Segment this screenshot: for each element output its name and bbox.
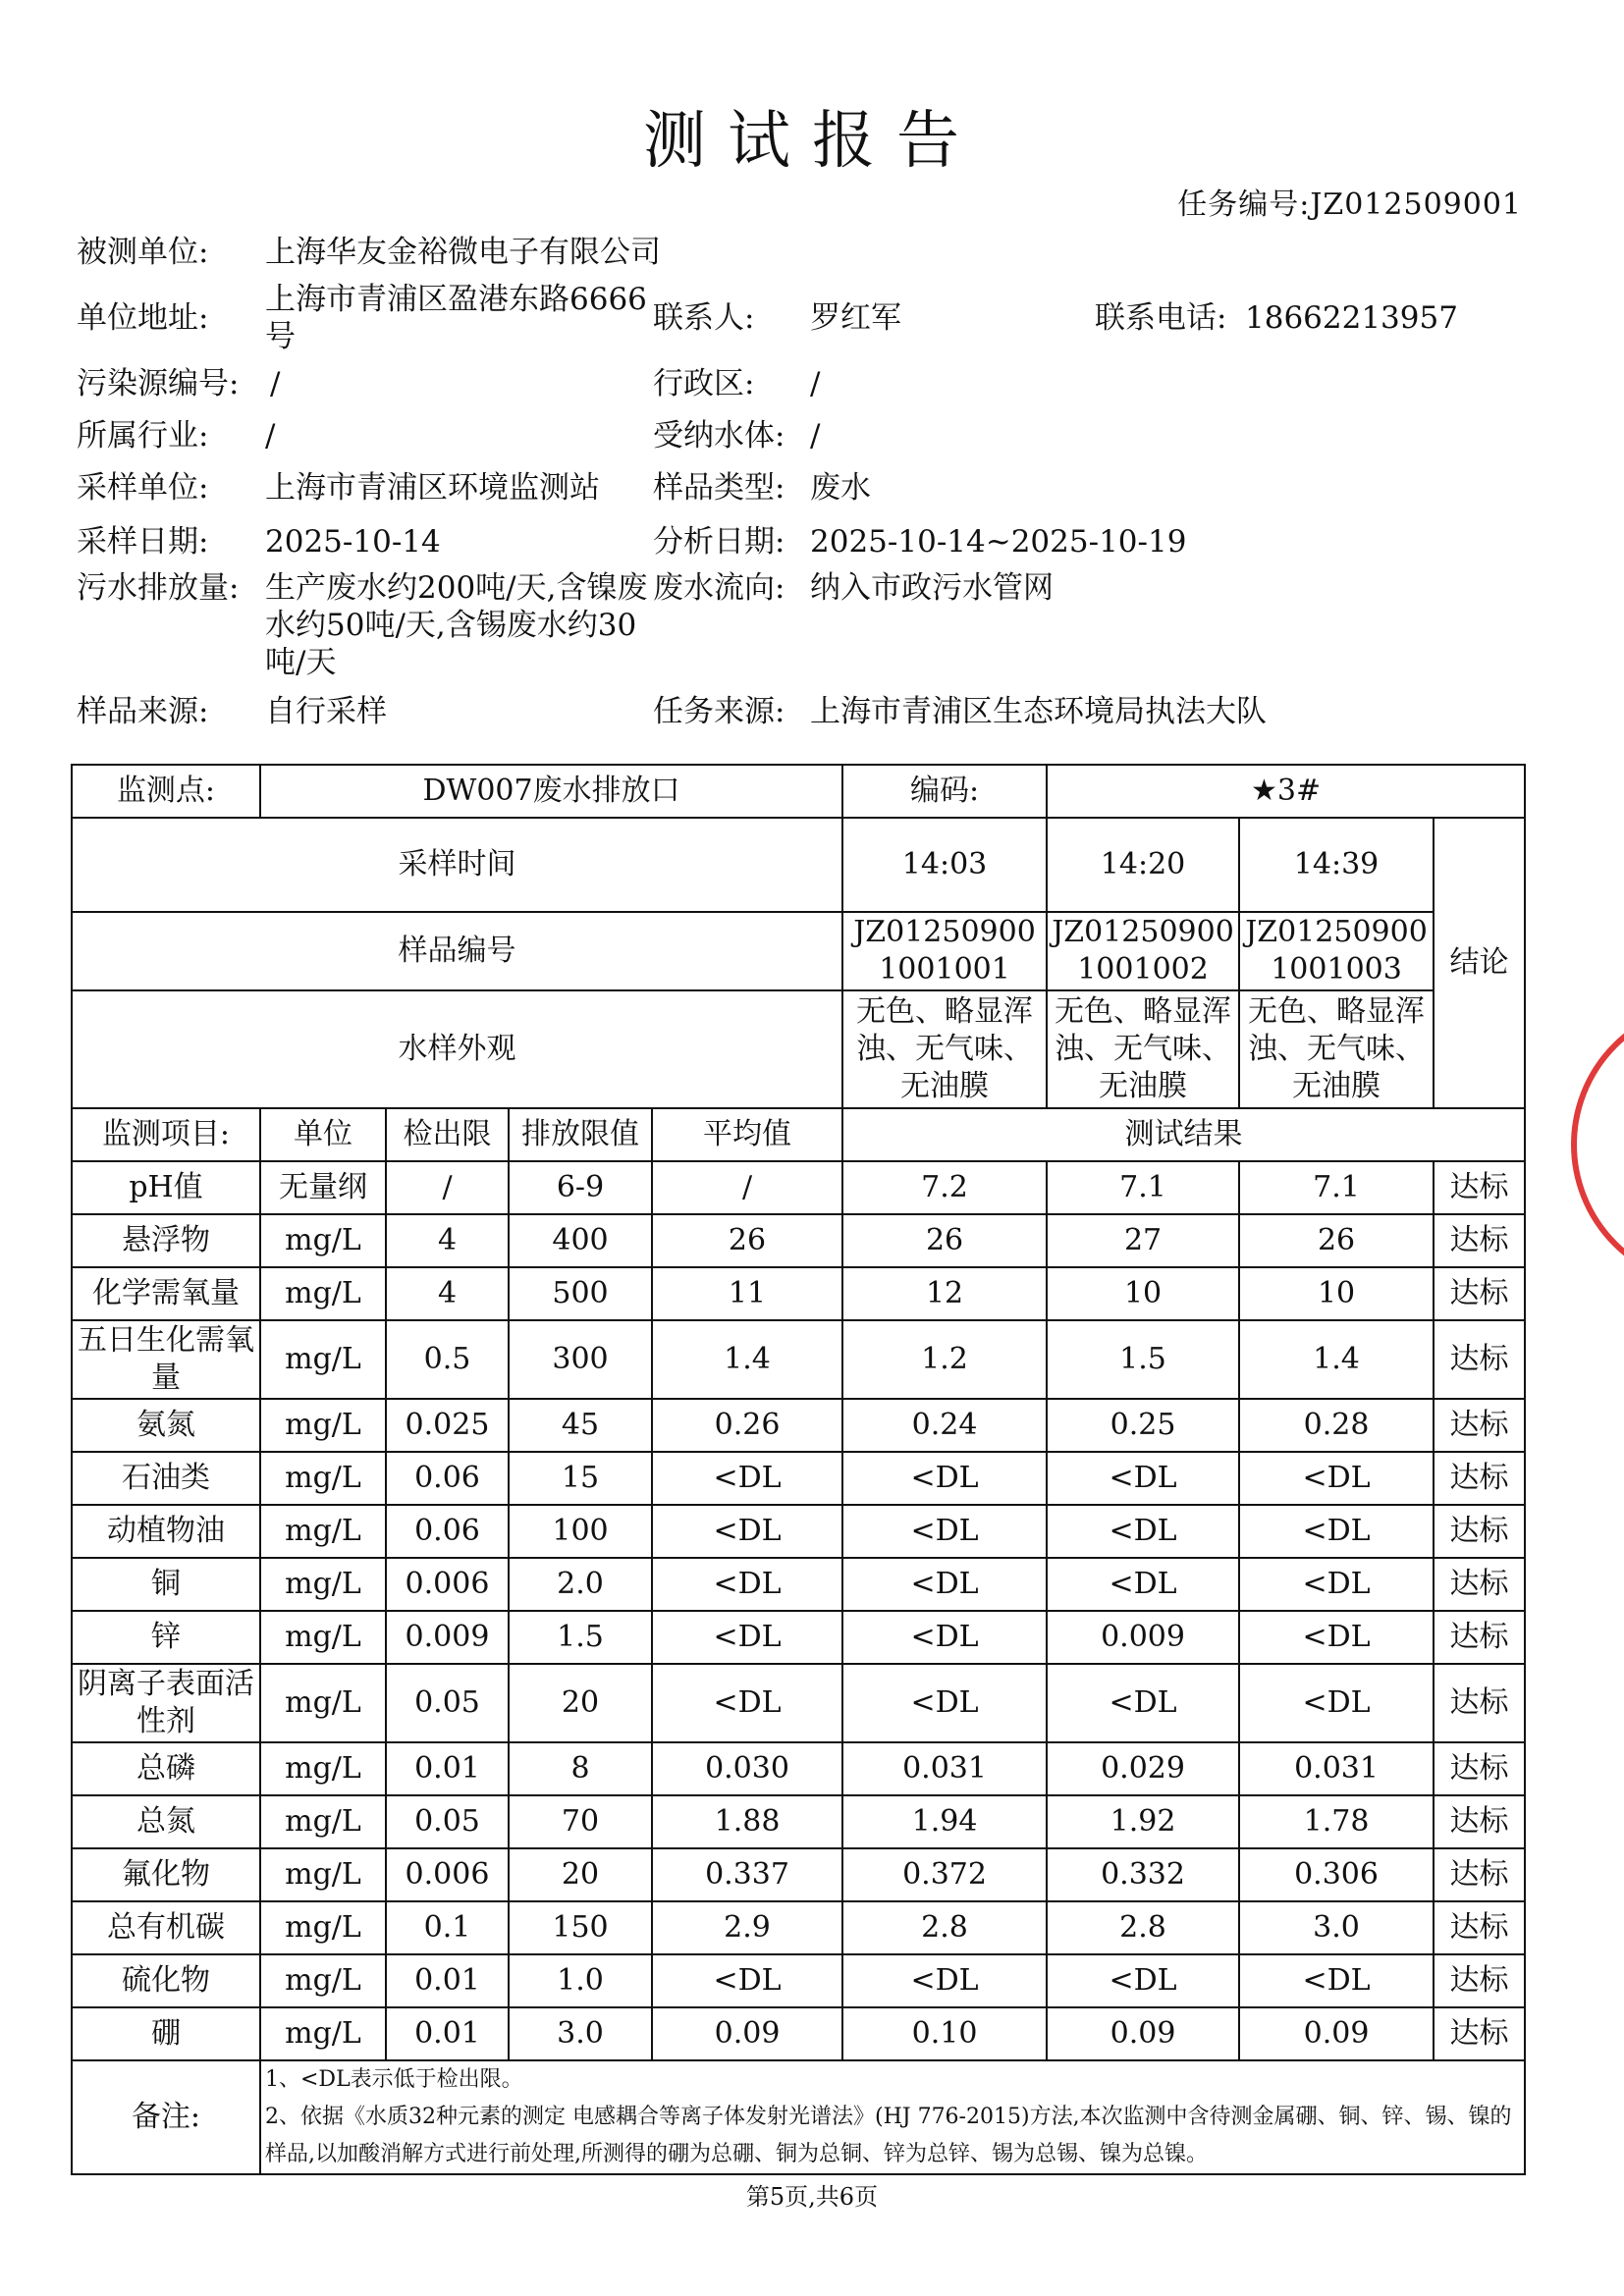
cell-item: 悬浮物 <box>72 1214 260 1267</box>
cell-dl: / <box>386 1161 509 1214</box>
cell-r2: 27 <box>1047 1214 1239 1267</box>
cell-r3: <DL <box>1239 1505 1434 1558</box>
task-number-label: 任务编号: <box>1177 187 1311 222</box>
cell-conc: 达标 <box>1434 1558 1525 1611</box>
receiving-water-label: 受纳水体: <box>653 418 785 454</box>
analysis-date-label: 分析日期: <box>653 524 785 560</box>
cell-avg: 0.337 <box>652 1848 842 1901</box>
cell-r2: 10 <box>1047 1267 1239 1320</box>
cell-r1: 0.372 <box>842 1848 1047 1901</box>
cell-r2: 0.332 <box>1047 1848 1239 1901</box>
cell-r3: 3.0 <box>1239 1901 1434 1954</box>
cell-dl: 0.025 <box>386 1399 509 1452</box>
cell-dl: 0.1 <box>386 1901 509 1954</box>
cell-limit: 300 <box>509 1320 652 1399</box>
cell-item: 硫化物 <box>72 1954 260 2007</box>
cell-dl: 4 <box>386 1214 509 1267</box>
cell-r3: <DL <box>1239 1664 1434 1742</box>
cell-avg: 1.4 <box>652 1320 842 1399</box>
table-row <box>72 2007 1525 2060</box>
contact-label: 联系人: <box>653 300 755 336</box>
cell-dl: 0.06 <box>386 1452 509 1505</box>
task-number-value: JZ012509001 <box>1310 187 1522 222</box>
cell-conc: 达标 <box>1434 1452 1525 1505</box>
cell-r1: 1.94 <box>842 1795 1047 1848</box>
cell-r1: <DL <box>842 1611 1047 1664</box>
tested-unit-value: 上海华友金裕微电子有限公司 <box>265 235 661 270</box>
cell-conc: 达标 <box>1434 1664 1525 1742</box>
appearance-2: 无色、略显浑浊、无气味、无油膜 <box>1047 990 1239 1108</box>
cell-dl: 0.01 <box>386 1954 509 2007</box>
task-source-value: 上海市青浦区生态环境局执法大队 <box>810 694 1267 729</box>
sampling-time-1: 14:03 <box>842 818 1047 912</box>
cell-unit: mg/L <box>260 1505 386 1558</box>
cell-item: 氨氮 <box>72 1399 260 1452</box>
cell-unit: mg/L <box>260 1320 386 1399</box>
cell-item: pH值 <box>72 1161 260 1214</box>
cell-unit: mg/L <box>260 1954 386 2007</box>
cell-conc: 达标 <box>1434 1795 1525 1848</box>
results-table <box>71 764 1526 2175</box>
cell-item: 石油类 <box>72 1452 260 1505</box>
cell-r2: 0.09 <box>1047 2007 1239 2060</box>
table-row <box>72 1161 1525 1214</box>
cell-unit: mg/L <box>260 1558 386 1611</box>
sample-source-value: 自行采样 <box>265 694 387 729</box>
cell-conc: 达标 <box>1434 1901 1525 1954</box>
cell-r1: <DL <box>842 1664 1047 1742</box>
report-title: 测试报告 <box>643 105 981 178</box>
receiving-water-value: / <box>810 418 821 454</box>
table-row <box>72 1399 1525 1452</box>
header-item: 监测项目: <box>72 1108 260 1161</box>
page-footer: 第5页,共6页 <box>745 2183 879 2211</box>
cell-unit: mg/L <box>260 2007 386 2060</box>
cell-r2: <DL <box>1047 1664 1239 1742</box>
sample-no-2: JZ012509001001002 <box>1047 912 1239 990</box>
cell-r3: 26 <box>1239 1214 1434 1267</box>
cell-unit: mg/L <box>260 1399 386 1452</box>
cell-avg: 0.09 <box>652 2007 842 2060</box>
cell-conc: 达标 <box>1434 1267 1525 1320</box>
cell-limit: 20 <box>509 1664 652 1742</box>
appearance-1: 无色、略显浑浊、无气味、无油膜 <box>842 990 1047 1108</box>
cell-r3: <DL <box>1239 1558 1434 1611</box>
cell-r2: 0.029 <box>1047 1742 1239 1795</box>
header-unit: 单位 <box>260 1108 386 1161</box>
cell-r1: 0.10 <box>842 2007 1047 2060</box>
cell-limit: 20 <box>509 1848 652 1901</box>
cell-r3: 0.09 <box>1239 2007 1434 2060</box>
cell-dl: 0.006 <box>386 1558 509 1611</box>
cell-conc: 达标 <box>1434 1742 1525 1795</box>
cell-r1: <DL <box>842 1558 1047 1611</box>
cell-limit: 100 <box>509 1505 652 1558</box>
cell-r1: 7.2 <box>842 1161 1047 1214</box>
cell-item: 五日生化需氧量 <box>72 1320 260 1399</box>
cell-item: 总有机碳 <box>72 1901 260 1954</box>
flow-direction-value: 纳入市政污水管网 <box>810 570 1054 606</box>
header-avg: 平均值 <box>652 1108 842 1161</box>
cell-limit: 3.0 <box>509 2007 652 2060</box>
cell-r3: 7.1 <box>1239 1161 1434 1214</box>
table-row <box>72 1795 1525 1848</box>
cell-dl: 0.01 <box>386 2007 509 2060</box>
table-row <box>72 1742 1525 1795</box>
cell-unit: mg/L <box>260 1795 386 1848</box>
cell-limit: 400 <box>509 1214 652 1267</box>
cell-limit: 500 <box>509 1267 652 1320</box>
cell-r2: <DL <box>1047 1452 1239 1505</box>
cell-avg: / <box>652 1161 842 1214</box>
cell-avg: 2.9 <box>652 1901 842 1954</box>
cell-item: 化学需氧量 <box>72 1267 260 1320</box>
task-source-label: 任务来源: <box>653 694 785 729</box>
cell-conc: 达标 <box>1434 1320 1525 1399</box>
stamp <box>1571 1001 1624 1288</box>
table-row <box>72 1320 1525 1399</box>
table-row <box>72 1954 1525 2007</box>
cell-avg: <DL <box>652 1452 842 1505</box>
cell-r2: 1.92 <box>1047 1795 1239 1848</box>
cell-avg: <DL <box>652 1664 842 1742</box>
cell-item: 硼 <box>72 2007 260 2060</box>
address-label: 单位地址: <box>77 300 209 336</box>
point-label: 监测点: <box>72 765 260 818</box>
industry-value: / <box>265 418 276 454</box>
cell-unit: 无量纲 <box>260 1161 386 1214</box>
cell-dl: 0.01 <box>386 1742 509 1795</box>
cell-r3: 1.4 <box>1239 1320 1434 1399</box>
header-dl: 检出限 <box>386 1108 509 1161</box>
cell-r3: 10 <box>1239 1267 1434 1320</box>
cell-r1: <DL <box>842 1505 1047 1558</box>
cell-unit: mg/L <box>260 1742 386 1795</box>
cell-avg: <DL <box>652 1954 842 2007</box>
sampling-date-label: 采样日期: <box>77 524 209 560</box>
contact-value: 罗红军 <box>810 300 901 336</box>
note-1: 1、<DL表示低于检出限。 <box>265 2067 523 2092</box>
cell-unit: mg/L <box>260 1452 386 1505</box>
notes-cell <box>260 2060 1525 2174</box>
sampling-time-label: 采样时间 <box>72 818 842 912</box>
table-row <box>72 1214 1525 1267</box>
sampling-time-2: 14:20 <box>1047 818 1239 912</box>
cell-dl: 4 <box>386 1267 509 1320</box>
cell-dl: 0.009 <box>386 1611 509 1664</box>
cell-avg: 11 <box>652 1267 842 1320</box>
cell-r3: 0.28 <box>1239 1399 1434 1452</box>
pollution-no-value: / <box>270 366 281 401</box>
discharge-label: 污水排放量: <box>77 570 240 606</box>
cell-r2: <DL <box>1047 1954 1239 2007</box>
cell-conc: 达标 <box>1434 1505 1525 1558</box>
cell-avg: 0.030 <box>652 1742 842 1795</box>
cell-r3: 1.78 <box>1239 1795 1434 1848</box>
cell-r2: 0.009 <box>1047 1611 1239 1664</box>
cell-avg: <DL <box>652 1611 842 1664</box>
sample-type-label: 样品类型: <box>653 470 785 506</box>
point-value: DW007废水排放口 <box>260 765 842 818</box>
code-label: 编码: <box>842 765 1047 818</box>
table-row <box>72 1664 1525 1742</box>
table-row <box>72 1848 1525 1901</box>
cell-r3: 0.031 <box>1239 1742 1434 1795</box>
cell-limit: 15 <box>509 1452 652 1505</box>
table-row <box>72 1267 1525 1320</box>
cell-avg: <DL <box>652 1505 842 1558</box>
cell-r3: <DL <box>1239 1954 1434 2007</box>
cell-unit: mg/L <box>260 1611 386 1664</box>
code-value: ★3# <box>1047 765 1525 818</box>
cell-avg: 1.88 <box>652 1795 842 1848</box>
cell-item: 总磷 <box>72 1742 260 1795</box>
table-row <box>72 1901 1525 1954</box>
cell-r2: 0.25 <box>1047 1399 1239 1452</box>
cell-conc: 达标 <box>1434 1848 1525 1901</box>
flow-direction-label: 废水流向: <box>653 570 785 606</box>
cell-avg: 26 <box>652 1214 842 1267</box>
phone-label: 联系电话: <box>1095 300 1227 336</box>
sample-source-label: 样品来源: <box>77 694 209 729</box>
appearance-label: 水样外观 <box>72 990 842 1108</box>
table-row <box>72 1611 1525 1664</box>
cell-r1: 2.8 <box>842 1901 1047 1954</box>
sampling-unit-value: 上海市青浦区环境监测站 <box>265 470 600 506</box>
cell-unit: mg/L <box>260 1267 386 1320</box>
cell-r1: 0.24 <box>842 1399 1047 1452</box>
admin-region-label: 行政区: <box>653 366 755 401</box>
discharge-value: 生产废水约200吨/天,含镍废水约50吨/天,含锡废水约30吨/天 <box>265 570 648 680</box>
cell-limit: 70 <box>509 1795 652 1848</box>
cell-r1: 1.2 <box>842 1320 1047 1399</box>
pollution-no-label: 污染源编号: <box>77 366 240 401</box>
cell-dl: 0.05 <box>386 1664 509 1742</box>
sample-type-value: 废水 <box>810 470 871 506</box>
cell-dl: 0.006 <box>386 1848 509 1901</box>
appearance-3: 无色、略显浑浊、无气味、无油膜 <box>1239 990 1434 1108</box>
cell-conc: 达标 <box>1434 2007 1525 2060</box>
cell-unit: mg/L <box>260 1848 386 1901</box>
note-2: 2、依据《水质32种元素的测定 电感耦合等离子体发射光谱法》(HJ 776-2015)方法,本次监测中含待测金属硼、铜、锌、锡、镍的样品,以加酸消解方式进行前处理,所测得的硼为总硼、铜为总铜、锌为总锌、锡为总锡、镍为总镍。 <box>265 2105 1512 2166</box>
cell-conc: 达标 <box>1434 1214 1525 1267</box>
cell-conc: 达标 <box>1434 1611 1525 1664</box>
sampling-unit-label: 采样单位: <box>77 470 209 506</box>
cell-avg: 0.26 <box>652 1399 842 1452</box>
table-row <box>72 1558 1525 1611</box>
cell-limit: 8 <box>509 1742 652 1795</box>
conclusion-header: 结论 <box>1434 818 1525 1108</box>
cell-r3: 0.306 <box>1239 1848 1434 1901</box>
cell-limit: 150 <box>509 1901 652 1954</box>
cell-r2: 1.5 <box>1047 1320 1239 1399</box>
cell-r1: 0.031 <box>842 1742 1047 1795</box>
sample-no-label: 样品编号 <box>72 912 842 990</box>
cell-limit: 1.5 <box>509 1611 652 1664</box>
cell-r1: <DL <box>842 1452 1047 1505</box>
task-number <box>1177 180 1522 223</box>
cell-r2: 2.8 <box>1047 1901 1239 1954</box>
cell-r1: <DL <box>842 1954 1047 2007</box>
header-results: 测试结果 <box>842 1108 1525 1161</box>
sample-no-1: JZ012509001001001 <box>842 912 1047 990</box>
cell-conc: 达标 <box>1434 1954 1525 2007</box>
data-rows <box>72 1161 1525 2060</box>
cell-limit: 45 <box>509 1399 652 1452</box>
cell-r2: <DL <box>1047 1558 1239 1611</box>
table-row <box>72 1452 1525 1505</box>
phone-value: 18662213957 <box>1245 300 1458 336</box>
cell-item: 动植物油 <box>72 1505 260 1558</box>
cell-unit: mg/L <box>260 1901 386 1954</box>
cell-dl: 0.06 <box>386 1505 509 1558</box>
cell-r2: 7.1 <box>1047 1161 1239 1214</box>
sample-no-3: JZ012509001001003 <box>1239 912 1434 990</box>
cell-unit: mg/L <box>260 1214 386 1267</box>
cell-limit: 6-9 <box>509 1161 652 1214</box>
cell-limit: 2.0 <box>509 1558 652 1611</box>
header-limit: 排放限值 <box>509 1108 652 1161</box>
cell-limit: 1.0 <box>509 1954 652 2007</box>
cell-item: 氟化物 <box>72 1848 260 1901</box>
cell-item: 阴离子表面活性剂 <box>72 1664 260 1742</box>
cell-conc: 达标 <box>1434 1399 1525 1452</box>
table-row <box>72 1505 1525 1558</box>
sampling-date-value: 2025-10-14 <box>265 524 441 560</box>
cell-item: 总氮 <box>72 1795 260 1848</box>
sampling-time-3: 14:39 <box>1239 818 1434 912</box>
cell-avg: <DL <box>652 1558 842 1611</box>
cell-item: 铜 <box>72 1558 260 1611</box>
cell-conc: 达标 <box>1434 1161 1525 1214</box>
cell-dl: 0.05 <box>386 1795 509 1848</box>
cell-r1: 12 <box>842 1267 1047 1320</box>
cell-r3: <DL <box>1239 1611 1434 1664</box>
admin-region-value: / <box>810 366 821 401</box>
cell-dl: 0.5 <box>386 1320 509 1399</box>
cell-item: 锌 <box>72 1611 260 1664</box>
notes-label: 备注: <box>72 2060 260 2174</box>
analysis-date-value: 2025-10-14~2025-10-19 <box>810 524 1187 560</box>
industry-label: 所属行业: <box>77 418 209 454</box>
cell-unit: mg/L <box>260 1664 386 1742</box>
address-value: 上海市青浦区盈港东路6666号 <box>265 282 647 354</box>
cell-r2: <DL <box>1047 1505 1239 1558</box>
cell-r3: <DL <box>1239 1452 1434 1505</box>
cell-r1: 26 <box>842 1214 1047 1267</box>
tested-unit-label: 被测单位: <box>77 235 209 270</box>
